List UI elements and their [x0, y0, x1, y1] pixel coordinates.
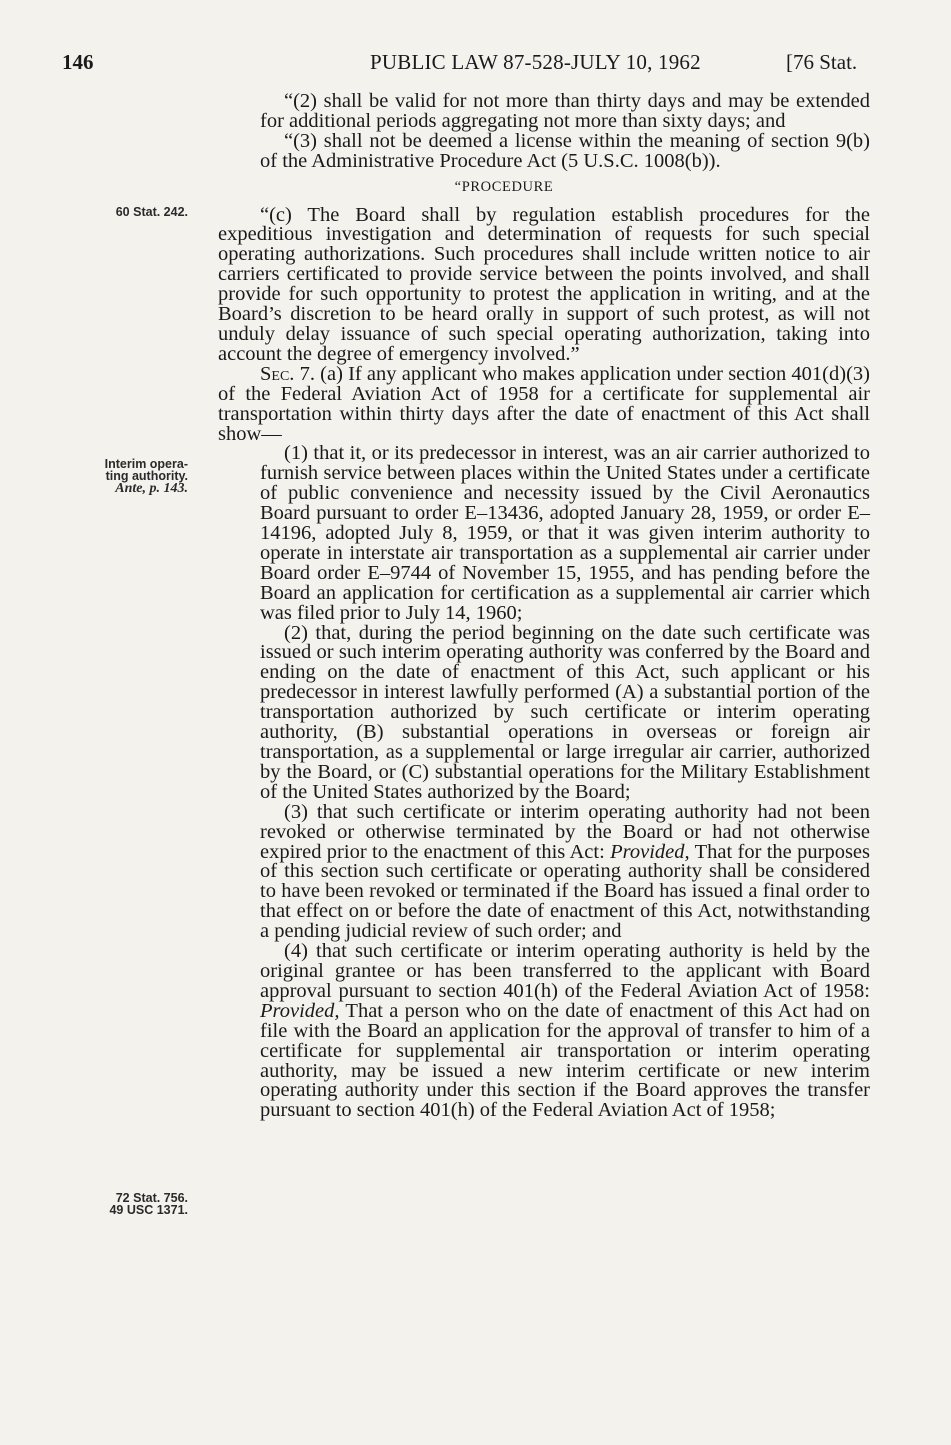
margin-note-ante: Ante, p. 143.	[115, 481, 188, 496]
volume-reference: [76 Stat.	[786, 50, 858, 74]
margin-note-stat-242	[60, 206, 188, 218]
margin-note-line: Interim opera-	[104, 457, 188, 471]
item-3-text-b: That for the purposes of this section such certificate or operating authority shall be considered to have been revoked or terminated if the Board has issued a final order to that effect on or before the date of enactment of this Act, notwithstanding a pending judicial review of such order; and	[260, 840, 870, 943]
item-3-provided: Provided,	[610, 840, 690, 863]
running-title: PUBLIC LAW 87-528-JULY 10, 1962	[370, 50, 701, 74]
page-header	[0, 50, 951, 86]
list-item-2: (2) that, during the period beginning on the date such certificate was issued or such interim operating authority was conferred by the Board and ending on the date of enactment of this Act, such applicant or his predecessor in interest lawfully performed (A) a substantial portion of the transportation authorized by such certificate or interim operating authority, (B) substantial operations in overseas or foreign air transportation, as a supplemental or large irregular air carrier, authorized by the Board, or (C) substantial operations for the Military Establishment of the United States authorized by the Board;	[260, 621, 870, 803]
margin-note-line	[60, 482, 188, 495]
section-7-text: (a) If any applicant who makes application under section 401(d)(3) of the Federal Aviation Act of 1958 for a certificate for supplemental air transportation within thirty days after the date of enactment of this Act shall show—	[218, 362, 870, 445]
item-4-text-a: (4) that such certificate or interim operating authority is held by the original grantee or has been transferred to the applicant with Board approval pursuant to section 401(h) of the Federal Aviation Act of 1958:	[260, 940, 870, 1002]
item-4-text-b: That a person who on the date of enactment of this Act had on file with the Board an application for the approval of transfer to him of a certificate for supplemental air transportation or interim operating authority, may be issued a new interim certificate or new interim operating authority under this section if the Board approves the transfer pursuant to section 401(h) of the Federal Aviation Act of 1958;	[260, 999, 870, 1122]
margin-note-line: ting authority.	[105, 469, 188, 483]
paragraph-c: “(c) The Board shall by regulation establish procedures for the expeditious investigation and determination of requests for such special operating authorizations. Such procedures shall include written notice to air carriers certificated to provide service between the points involved, and shall provide for such opportunity to protest the application in writing, and at the Board’s discretion to be heard orally in support of such protest, as will not unduly delay issuance of such special operating authorization, taking into account the degree of emergency involved.”	[218, 203, 870, 365]
page-number: 146	[62, 50, 94, 74]
paragraph-b3: “(3) shall not be deemed a license within the meaning of section 9(b) of the Administrative Procedure Act (5 U.S.C. 1008(b)).	[260, 129, 870, 172]
section-heading: “PROCEDURE	[454, 178, 554, 195]
body-text	[218, 92, 870, 1121]
margin-note-text: 60 Stat. 242.	[115, 205, 188, 219]
margin-note-line: 72 Stat. 756.	[115, 1191, 188, 1205]
list-item-4	[218, 942, 870, 1121]
margin-note-stat-756	[60, 1192, 188, 1216]
paragraph-b2: “(2) shall be valid for not more than thirty days and may be extended for additional periods aggregating not more than sixty days; and	[260, 90, 870, 132]
list-item-3	[218, 800, 870, 943]
section-7-paragraph	[218, 362, 870, 445]
margin-note-line: 49 USC 1371.	[109, 1203, 188, 1217]
item-3-text-a: (3) that such certificate or interim operating authority had not been revoked or otherwise terminated by the Board or had not otherwise expired prior to the enactment of this Act:	[260, 800, 870, 863]
item-4-provided: Provided,	[260, 999, 340, 1022]
list-item-1: (1) that it, or its predecessor in interest, was an air carrier authorized to furnish service between places within the United States under a certificate of public convenience and necessity issued by the Civil Aeronautics Board pursuant to order E–13436, adopted January 28, 1959, or order E–14196, adopted July 8, 1959, or that it was given interim authority to operate in interstate air transportation as a supplemental air carrier under Board order E–9744 of November 15, 1955, and has pending before the Board an application for certification as a supplemental air carrier which was filed prior to July 14, 1960;	[260, 442, 870, 624]
margin-note-interim-authority	[60, 458, 188, 495]
section-label: Sec. 7.	[260, 362, 315, 385]
